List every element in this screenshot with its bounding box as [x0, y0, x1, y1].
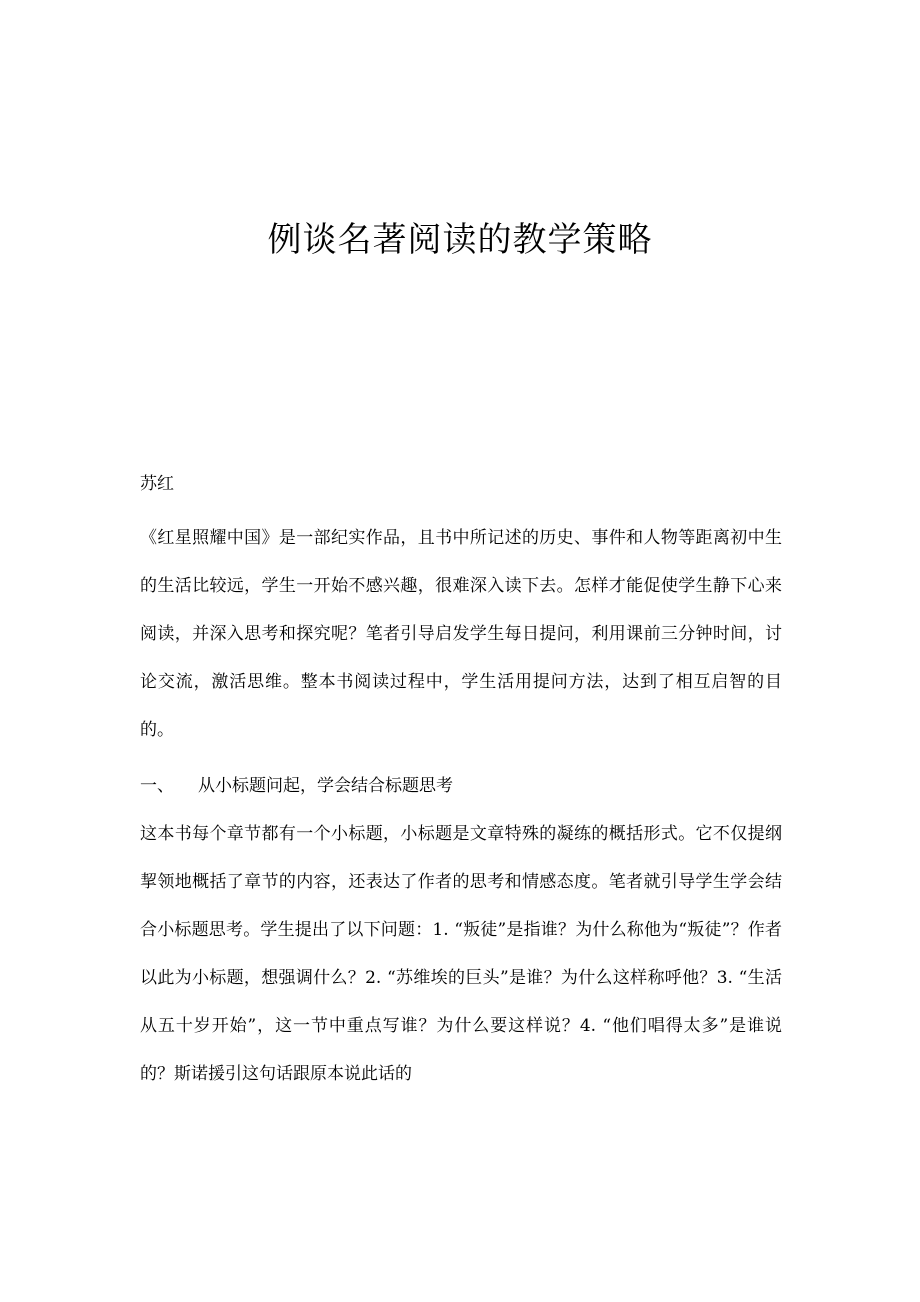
section-heading — [140, 762, 782, 810]
section-heading-text: 从小标题问起，学会结合标题思考 — [198, 776, 453, 796]
section-number: 一、 — [140, 776, 174, 796]
author-name: 苏红 — [140, 474, 174, 494]
paragraph-section-1: 这本书每个章节都有一个小标题，小标题是文章特殊的凝练的概括形式。它不仅提纲挈领地概括了章节的内容，还表达了作者的思考和情感态度。笔者就引导学生学会结合小标题思考。学生提出了以下问题：1. “叛徒”是指谁？为什么称他为“叛徒”？作者以此为小标题，想强调什么？2. “苏维埃的巨头”是谁？为什么这样称呼他？3. “生活从五十岁开始”，这一节中重点写谁？为什么要这样说？4. “他们唱得太多”是谁说的？斯诺援引这句话跟原本说此话的 — [140, 824, 782, 1084]
paragraph-intro: 《红星照耀中国》是一部纪实作品，且书中所记述的历史、事件和人物等距离初中生的生活比较远，学生一开始不感兴趣，很难深入读下去。怎样才能促使学生静下心来阅读，并深入思考和探究呢？笔者引导启发学生每日提问，利用课前三分钟时间，讨论交流，激活思维。整本书阅读过程中，学生活用提问方法，达到了相互启智的目的。 — [140, 528, 782, 740]
document-title: 例谈名著阅读的教学策略 — [267, 220, 653, 260]
